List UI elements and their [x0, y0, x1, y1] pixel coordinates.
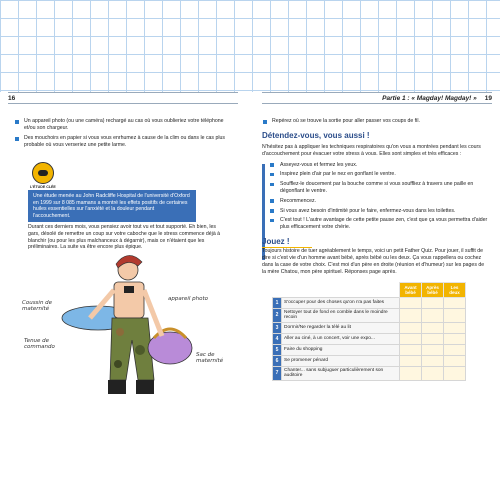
right-page-number: 19	[484, 94, 492, 102]
right-page	[262, 118, 488, 381]
label-camera: appareil photo	[168, 296, 209, 302]
answer-cell[interactable]	[400, 355, 422, 366]
answer-cell[interactable]	[400, 333, 422, 344]
study-label: L'ÉTUDE CLÉE	[30, 185, 56, 189]
label-bag: Sac de maternité	[196, 352, 224, 364]
answer-cell[interactable]	[444, 344, 466, 355]
table-row: 4 Aller au ciné, à un concert, voir une expo...	[273, 333, 466, 344]
boot-icon	[136, 380, 154, 394]
column-header: Les deux	[444, 282, 466, 297]
answer-cell[interactable]	[400, 297, 422, 308]
right-top-bullet	[262, 118, 488, 125]
answer-cell[interactable]	[422, 322, 444, 333]
column-header: Après bébé	[422, 282, 444, 297]
label-boots: Tenue de commando	[24, 338, 55, 350]
left-page	[14, 118, 236, 152]
list-item: Soufflez-le doucement par la bouche comme si vous souffliez à travers une paille en dégonflant le ventre.	[268, 181, 488, 195]
list-item: Un appareil photo (ou une caméra) rechargé au cas où vous oublieriez votre téléphone et/ou son chargeur.	[14, 118, 236, 132]
breathing-steps	[262, 162, 488, 231]
list-item: Recommencez.	[268, 198, 488, 205]
camera-icon	[124, 286, 134, 293]
father-quiz-table	[272, 282, 466, 381]
dad-illustration	[20, 240, 240, 420]
column-header: Avant bébé	[400, 282, 422, 297]
answer-cell[interactable]	[422, 355, 444, 366]
answer-cell[interactable]	[422, 344, 444, 355]
list-item: C'est tout ! L'autre avantage de cette petite pause zen, c'est que ça vous permettra d'aider plus efficacement votre chérie.	[268, 217, 488, 231]
left-page-header	[8, 92, 238, 104]
answer-cell[interactable]	[400, 366, 422, 380]
table-row: 3 Dormir/Ne regarder la télé au lit	[273, 322, 466, 333]
table-row: 5 Faire du shopping	[273, 344, 466, 355]
list-item: Des mouchoirs en papier si vous vous enrhumez à cause de la clim ou dans le cas plus probable où vous verseriez une petite larme.	[14, 135, 236, 149]
relax-intro: N'hésitez pas à appliquer les techniques respiratoires qu'on vous a montrées pendant les cours d'accouchement pour évacuer votre stress à vous. Elles sont simples et très efficaces :	[262, 144, 481, 157]
answer-cell[interactable]	[444, 355, 466, 366]
right-page-header	[262, 92, 492, 104]
list-item: Si vous avez besoin d'intimité pour le faire, enfermez-vous dans les toilettes.	[268, 208, 488, 215]
answer-cell[interactable]	[422, 366, 444, 380]
list-item: Repérez où se trouve la sortie pour aller passer vos coups de fil.	[262, 118, 488, 125]
left-bullet-list	[14, 118, 236, 149]
answer-cell[interactable]	[400, 344, 422, 355]
answer-cell[interactable]	[400, 322, 422, 333]
relax-heading: Détendez-vous, vous aussi !	[262, 131, 370, 140]
game-intro: Toujours histoire de tuer agréablement le temps, voici un petit Father Quiz. Pour jouer, il suffit de dire si c'est vie d'un homme avant bébé, après bébé ou les deux. Ça vous rappellera ou cochez dans la case de votre choix. C'est moi d'un père en droite (réunion et d'humeur) sur les pages de la mère Chatou, mon père spirituel. Réponses page après.	[262, 248, 485, 275]
table-row: 7 Chanter... sans subjuguer particulièrement son auditoire	[273, 366, 466, 380]
study-badge-icon	[32, 162, 54, 184]
table-row: 1 S'occuper pour des choses qu'on n'a pas faites	[273, 297, 466, 308]
graph-paper-header	[0, 0, 500, 92]
label-pillow: Coussin de maternité	[22, 300, 53, 312]
answer-cell[interactable]	[444, 308, 466, 322]
answer-cell[interactable]	[444, 333, 466, 344]
study-callout: Une étude menée au John Radcliffe Hospital de l'université d'Oxford en 1999 sur 8 085 mamans a montré les effets positifs de certaines huiles essentielles sur l'anxiété et la douleur pendant l'accouchement.	[28, 190, 196, 222]
answer-cell[interactable]	[422, 333, 444, 344]
list-item: Inspirez plein d'air par le nez en gonflant le ventre.	[268, 171, 488, 178]
answer-cell[interactable]	[444, 297, 466, 308]
answer-cell[interactable]	[444, 322, 466, 333]
answer-cell[interactable]	[422, 297, 444, 308]
camo-pants	[110, 318, 154, 380]
boot-icon	[108, 380, 126, 394]
right-running-title: Partie 1 : « Magday! Magday! »	[382, 94, 477, 102]
answer-cell[interactable]	[422, 308, 444, 322]
left-paragraph: Durant ces derniers mois, vous pensiez avoir tout vu et tout supporté. Eh bien, les gars, désolé de remettre un coup sur votre caboche que le stress commence déjà à blanchir (ou pour les plus malchanceux à dégarnir), mais ce n'étaient que les préliminaires. La suite va être encore plus épique.	[28, 224, 221, 251]
left-page-number: 16	[8, 94, 16, 102]
answer-cell[interactable]	[400, 308, 422, 322]
table-row: 6 Se promener pénard	[273, 355, 466, 366]
answer-cell[interactable]	[444, 366, 466, 380]
list-item: Asseyez-vous et fermez les yeux.	[268, 162, 488, 169]
table-row: 2 Nettoyer tout de fond en comble dans le moindre recoin	[273, 308, 466, 322]
game-heading: Jouez !	[262, 237, 488, 249]
